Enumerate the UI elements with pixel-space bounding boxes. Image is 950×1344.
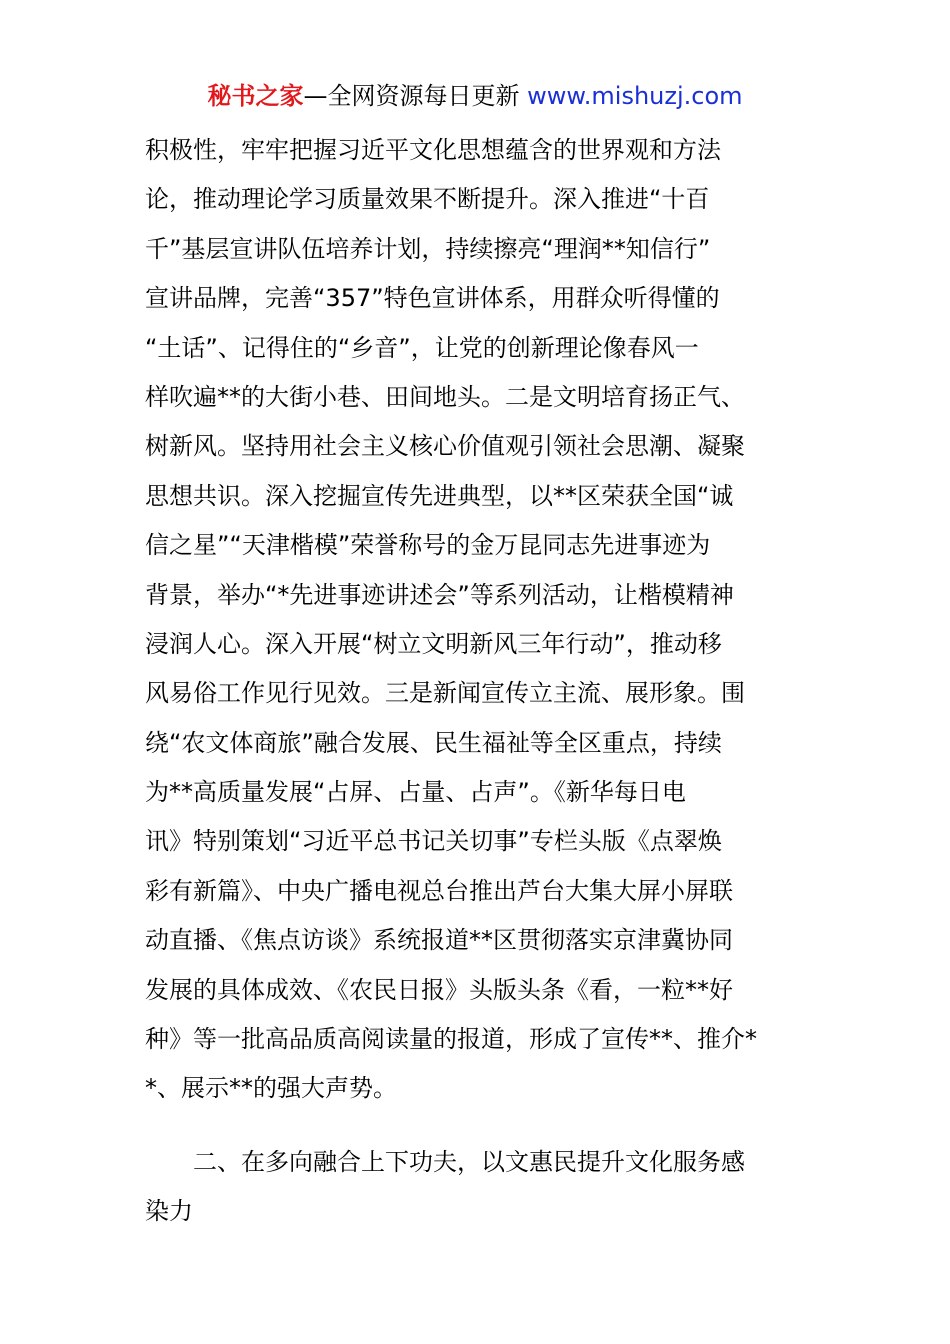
- paragraph-line: 论，推动理论学习质量效果不断提升。深入推进“十百: [145, 185, 710, 214]
- site-brand: 秘书之家: [207, 82, 304, 110]
- page-header: [0, 80, 950, 112]
- paragraph-line: 发展的具体成效、《农民日报》头版头条《看，一粒**好: [145, 975, 733, 1004]
- paragraph-line: 背景，举办“*先进事迹讲述会”等系列活动，让楷模精神: [145, 580, 734, 609]
- paragraph-line: 风易俗工作见行见效。三是新闻宣传立主流、展形象。围: [145, 679, 745, 708]
- paragraph-line: 彩有新篇》、中央广播电视总台推出芦台大集大屏小屏联: [145, 876, 733, 905]
- paragraph-line: 千”基层宣讲队伍培养计划，持续擦亮“理润**知信行”: [145, 234, 711, 263]
- section-heading-line: 二、在多向融合上下功夫，以文惠民提升文化服务感: [193, 1147, 745, 1176]
- paragraph-line: 绕“农文体商旅”融合发展、民生福祉等全区重点，持续: [145, 728, 722, 757]
- paragraph-line: “土话”、记得住的“乡音”，让党的创新理论像春风一: [145, 333, 699, 362]
- paragraph-line: 浸润人心。深入开展“树立文明新风三年行动”，推动移: [145, 629, 722, 658]
- paragraph-line: 动直播、《焦点访谈》系统报道**区贯彻落实京津冀协同: [145, 926, 733, 955]
- paragraph-line: 信之星”“天津楷模”荣誉称号的金万昆同志先进事迹为: [145, 531, 711, 560]
- paragraph-line: 宣讲品牌，完善“357”特色宣讲体系，用群众听得懂的: [145, 284, 720, 313]
- document-body: [145, 126, 810, 1237]
- paragraph-line: 思想共识。深入挖掘宣传先进典型，以**区荣获全国“诚: [145, 481, 734, 510]
- paragraph-line: 讯》特别策划“习近平总书记关切事”专栏头版《点翠焕: [145, 827, 722, 856]
- paragraph-line: 样吹遍**的大街小巷、田间地头。二是文明培育扬正气、: [145, 382, 745, 411]
- site-tagline: —全网资源每日更新: [303, 82, 520, 110]
- paragraph-spacer: [145, 1114, 810, 1138]
- paragraph-line: 积极性，牢牢把握习近平文化思想蕴含的世界观和方法: [145, 136, 721, 164]
- paragraph-line: 树新风。坚持用社会主义核心价值观引领社会思潮、凝聚: [145, 432, 745, 461]
- paragraph-line: 为**高质量发展“占屏、占量、占声”。《新华每日电: [145, 778, 686, 807]
- site-url-link[interactable]: www.mishuzj.com: [527, 82, 743, 110]
- paragraph-line: *、展示**的强大声势。: [145, 1074, 397, 1103]
- section-heading-line: 染力: [145, 1197, 193, 1226]
- paragraph-line: 种》等一批高品质高阅读量的报道，形成了宣传**、推介*: [145, 1025, 757, 1054]
